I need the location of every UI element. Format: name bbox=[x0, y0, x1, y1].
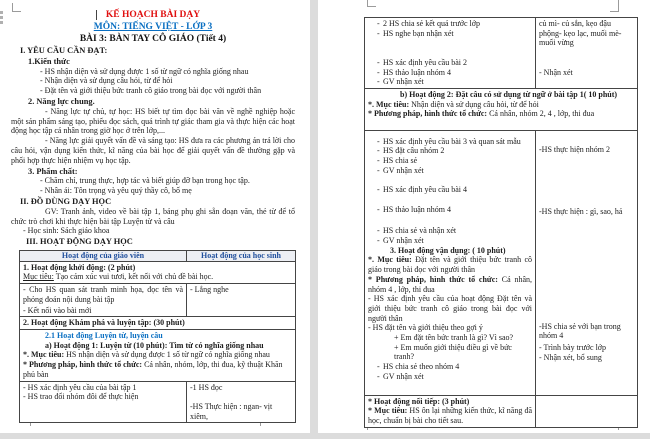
teacher-step: - HS xác định yêu cầu của bài tập 1 bbox=[23, 382, 137, 392]
bullet-line: - Chăm chỉ, trung thực, hợp tác và biết giúp đỡ bạn trong học tập. bbox=[40, 176, 250, 186]
objective-line: *. Mục tiêu: HS nhận diện và sử dụng được 1 số từ ngữ có nghĩa giống nhau bbox=[23, 350, 270, 360]
dash-marker: - bbox=[377, 204, 380, 214]
heading-yeu-cau: I. YÊU CẦU CẦN ĐẠT: bbox=[20, 46, 108, 55]
paragraph: GV: Tranh ảnh, video về bài tập 1, bảng phụ ghi sẵn đoạn văn, thẻ từ để tổ chức trò chơi khi thực hiện bài tập Luyện từ và câu bbox=[11, 206, 295, 226]
table-row bbox=[20, 317, 296, 330]
student-step: - 2 HS chia sẻ kết quả trước lớp bbox=[368, 19, 532, 29]
answer-text: - Trình bày trước lớp bbox=[539, 342, 607, 352]
bullet-line: - Học sinh: Sách giáo khoa bbox=[23, 226, 110, 236]
student-step: -1 HS đọc bbox=[190, 382, 223, 392]
table-row bbox=[20, 261, 296, 283]
answer-text: -HS thực hiện : gì, sao, hả bbox=[539, 206, 623, 216]
answer-text: củ mì- củ sắn, kẹo đậu phộng- kẹo lạc, muối mè- muối vừng bbox=[539, 19, 622, 48]
bullet-line: - Nhận diện và sử dụng câu hỏi, từ để hỏi bbox=[40, 76, 173, 86]
dash-marker: - bbox=[377, 67, 380, 77]
dash-marker: - bbox=[377, 156, 380, 166]
doc-title: KẾ HOẠCH BÀI DẠY bbox=[105, 10, 201, 20]
dash-marker: - bbox=[377, 236, 380, 245]
dash-marker: - bbox=[377, 371, 380, 381]
objective-line: *. Mục tiêu: Đặt tên và giới thiệu bức tranh cô giáo trong bài đọc với người thân bbox=[368, 255, 532, 275]
student-step: - HS chia sẻ và nhận xét bbox=[368, 226, 532, 236]
dash-marker: - bbox=[377, 185, 380, 195]
doc-lesson: BÀI 3: BÀN TAY CÔ GIÁO (Tiết 4) bbox=[79, 34, 227, 44]
col-header-student: Hoạt động của học sinh bbox=[187, 250, 296, 261]
student-step: - HS xác định yêu cầu bài 2 bbox=[368, 58, 532, 68]
paragraph: - Năng lực giải quyết vấn đề và sáng tạo: HS đưa ra các phương án trả lời cho câu hỏi, vận dụng kiến thức, kĩ năng của bài học để giải quyết vấn đề thường gặp và phối hợp thực hiện nhiệm vụ học tập. bbox=[11, 136, 295, 165]
table-row bbox=[20, 381, 296, 423]
student-step: - HS xác định yêu cầu bài 3 và quan sát mẫu bbox=[368, 137, 532, 147]
paragraph-handle-icon bbox=[0, 11, 4, 26]
student-step: - HS đặt câu nhóm 2 bbox=[368, 146, 532, 156]
dash-marker: - bbox=[377, 19, 380, 28]
dash-marker: - bbox=[377, 28, 380, 38]
page-2[interactable] bbox=[318, 0, 650, 433]
blank-line bbox=[368, 195, 532, 205]
blank-line bbox=[368, 38, 532, 57]
activity-title: 3. Hoạt động vận dụng: ( 10 phút) bbox=[390, 245, 506, 255]
margin-corner-mark bbox=[610, 0, 619, 12]
dash-marker: - bbox=[377, 362, 380, 372]
paragraph: - Năng lực tự chủ, tự học: HS biết tự tìm đọc bài văn về nghề nghiệp hoặc một sản phẩm sáng tạo, phiếu đọc sách, quá trình tự giác tham gia và thực hiện các hoạt động học tập cá nhân trong giờ học ở trên lớp,... bbox=[11, 106, 295, 136]
activity-table-page1 bbox=[19, 250, 296, 423]
teacher-step: - Cho HS quan sát tranh minh họa, đọc tên và phỏng đoán nội dung bài tập bbox=[23, 285, 183, 305]
dash-marker: - bbox=[377, 146, 380, 156]
dash-marker: - bbox=[377, 136, 380, 146]
activity-table-page2 bbox=[364, 17, 638, 428]
heading-do-dung: II. ĐỒ DÙNG DẠY HỌC bbox=[20, 196, 112, 206]
page1-content bbox=[11, 9, 295, 423]
student-step: - GV nhận xét bbox=[368, 77, 532, 87]
student-step: - HS thảo luận nhóm 4 bbox=[368, 205, 532, 215]
student-step: - HS thảo luận nhóm 4 bbox=[368, 68, 532, 78]
blank-line bbox=[368, 214, 532, 226]
prompt-question: + Em đặt tên bức tranh là gì? Vì sao? bbox=[394, 333, 514, 343]
teacher-step: - HS đặt tên và giới thiệu theo gợi ý bbox=[368, 323, 483, 333]
sub-activity-title: 2.1 Hoạt động Luyện từ, luyện câu bbox=[45, 331, 163, 341]
table-row bbox=[20, 330, 296, 382]
activity-step-title: a) Hoạt động 1: Luyện từ (10 phút): Tìm từ có nghĩa giống nhau bbox=[45, 340, 264, 350]
answer-text: -HS chia sẻ với bạn trong nhóm 4 bbox=[539, 321, 621, 341]
table-header-row bbox=[20, 250, 296, 261]
student-step: - GV nhận xét bbox=[368, 166, 532, 176]
answer-text: - Nhận xét, bổ sung bbox=[539, 352, 602, 362]
student-step: -HS Thực hiện : ngan- vịt xiêm, bbox=[190, 401, 273, 421]
method-line: * Phương pháp, hình thức tổ chức: Cá nhân, nhóm 4 , lớp, thi đua bbox=[368, 274, 533, 294]
dash-marker: - bbox=[377, 226, 380, 236]
method-line: * Phương pháp, hình thức tổ chức: Cá nhân, nhóm 2, 4 , lớp, thi đua bbox=[368, 109, 595, 119]
table-row bbox=[365, 88, 638, 130]
student-step: - HS xác định yêu cầu bài 4 bbox=[368, 185, 532, 195]
bullet-line: - HS nhận diện và sử dụng được 1 số từ ngữ có nghĩa giống nhau bbox=[40, 66, 249, 76]
teacher-step: - Kết nối vào bài mới bbox=[23, 305, 92, 315]
activity-title: 2. Hoạt động Khám phá và luyện tập: (30 phút) bbox=[23, 318, 185, 328]
student-step: - GV nhận xét bbox=[368, 236, 532, 246]
heading-pham-chat: 3. Phẩm chất: bbox=[28, 166, 78, 176]
heading-kien-thuc: 1.Kiến thức bbox=[28, 56, 70, 66]
table-row bbox=[365, 18, 638, 89]
student-step: - HS chia sẻ theo nhóm 4 bbox=[368, 362, 532, 372]
table-row bbox=[365, 395, 638, 427]
student-step: - HS nghe bạn nhận xét bbox=[368, 29, 532, 39]
heading-hoat-dong: III. HOẠT ĐỘNG DẠY HỌC bbox=[26, 237, 133, 247]
teacher-step: - HS xác định yêu cầu của hoạt động Đặt tên và giới thiệu bức tranh cô giáo trong bài đọc với người thân bbox=[368, 294, 532, 323]
activity-title: b) Hoạt động 2: Đặt câu có sử dụng từ ngữ ở bài tập 1( 10 phút) bbox=[400, 89, 618, 99]
heading-nang-luc: 2. Năng lực chung. bbox=[28, 96, 95, 106]
activity-title: 1. Hoạt động khởi động: (2 phút) bbox=[23, 262, 136, 272]
bullet-line: - Đặt tên và giới thiệu bức tranh cô giáo trong bài đọc với người thân bbox=[40, 86, 262, 96]
student-step: - GV nhận xét bbox=[368, 372, 532, 382]
answer-text: - Nhận xét bbox=[539, 67, 573, 77]
doc-subject: MÔN: TIẾNG VIỆT - LỚP 3 bbox=[93, 22, 213, 32]
student-step: - HS chia sẻ bbox=[368, 156, 532, 166]
col-header-teacher: Hoạt động của giáo viên bbox=[20, 250, 187, 261]
blank-line bbox=[368, 382, 532, 394]
method-line: * Phương pháp, hình thức tổ chức: Cá nhân, nhóm, lớp, thi đua, kỹ thuật Khăn phủ bàn bbox=[23, 360, 283, 379]
bullet-line: - Nhân ái: Tôn trọng và yêu quý thầy cô, bố mẹ bbox=[40, 186, 192, 196]
objective-line: *. Mục tiêu: Nhận diện và sử dụng câu hỏi, từ để hỏi bbox=[368, 99, 539, 109]
blank-line bbox=[539, 48, 634, 67]
teacher-step: - HS trao đổi nhóm đôi để thực hiện bbox=[23, 392, 139, 402]
page-1[interactable] bbox=[0, 0, 310, 433]
student-step: - Lắng nghe bbox=[190, 285, 229, 295]
answer-text: -HS thực hiện nhóm 2 bbox=[539, 144, 610, 154]
margin-corner-mark bbox=[367, 0, 376, 7]
dash-marker: - bbox=[377, 165, 380, 175]
dash-marker: - bbox=[377, 77, 380, 87]
objective-line: Mục tiêu: Tạo cảm xúc vui tươi, kết nối với chủ đề bài học. bbox=[23, 272, 214, 282]
table-row bbox=[20, 284, 296, 317]
dash-marker: - bbox=[377, 57, 380, 67]
blank-line bbox=[190, 392, 292, 402]
blank-line bbox=[23, 402, 183, 412]
prompt-question: + Em muốn giới thiệu điều gì về bức tranh? bbox=[394, 342, 512, 362]
objective-line: * Mục tiêu: HS ôn lại những kiến thức, kĩ năng đã học, chuẩn bị bài cho tiết sau. bbox=[368, 406, 532, 425]
blank-line bbox=[368, 176, 532, 186]
table-row bbox=[365, 130, 638, 395]
activity-title: * Hoạt động nối tiếp: (3 phút) bbox=[368, 396, 470, 406]
blank-line bbox=[368, 119, 634, 129]
